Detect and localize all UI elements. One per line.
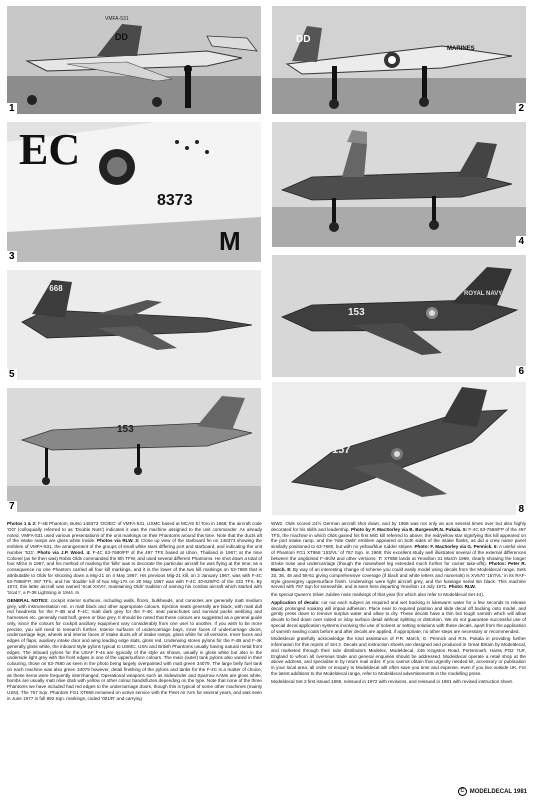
copyright-icon: C: [458, 787, 467, 796]
photo-number: 8: [518, 504, 524, 515]
photo-2: [272, 6, 526, 114]
phantom-photo: [272, 6, 526, 114]
photo-5: [7, 270, 261, 380]
photo-captions-continued: WW2. Olds scored 24½ German aircraft shot down, and by 1968 was not only an ace several times over but also highly decorated for his skills and leadership. Photo by F. MacSorley via B. Burgess/R.N. Pukala. 5: F-4C 63-7668/FP of the 497 TFS, the machine in which Olds gained his first MiG kill referred to above; the red/yellow star signifying this kill appeared on the port intake ramp, and the 'Nite Owls' emblem appeared on both sides of the intake flanks, as did a crew name panel similarly positioned to 63-7680, but with no yellow/blue rudder stripes. Photo: F. MacSorley via G. Pennick. 6: A useful view of Phantom FG1 XT868 '153/VL' of 767 Sqn. in 1969; this excellent study well illustrates several of the external differences between the anglicised F-4K/M and other versions. 7: XT858 lands at Yeovilton 31 March 1969, clearly showing the longer stroke nose and undercarriage (though the nosewheel leg extended much further for carrier take-offs). Photos: Peter R. March. 8: By way of an interesting change of scheme you could easily model using decals from the Modeldecal range. Sets 33, 36, 48 and 58-61 giving comprehensive coverage (if black and white letters and numerals) is XV570 '157/VL' in its RAF-style green/grey uppersurface finish. Underwings were light aircraft grey, and the fuselage serial 8in black. This machine served with 767 Sqn for somewhile, and is seen here departing Yeovilton 14 July 1971. Photo: RLW.: [271, 521, 527, 590]
fuselage-letters: M: [219, 226, 241, 256]
phantom-photo: [7, 6, 261, 114]
photo-number: 6: [518, 366, 524, 377]
general-notes-continued: the special Queen's Silver Jubilee nose markings of that year (for which also refer to Modeldecal Set 44).: [271, 592, 485, 597]
photo-number: 7: [9, 501, 15, 512]
phantom-photo: [272, 122, 526, 247]
photo-number: 5: [9, 369, 15, 380]
aircraft-code: 157: [332, 444, 351, 456]
fin-marking: ROYAL NAVY: [464, 291, 503, 297]
acknowledgements: Modeldecal gratefully acknowledge the kind assistance of P.R. March, G. Pennick and R.N. Pukala in providing further information for this reprint of Set 2. Decals and instruction sheets are designed and produced in Great Britain by Modeldecal, and marketed through their sole distributors Modelex, Modeldecal, 246 Kingston Road, Portsmouth, Hants PO2 7LR, England to whom all overseas trade and general enquiries should be addressed. Modeldecal operate a retail shop at the above address, and specialise in by return mail order. If you cannot obtain that urgently needed kit, accessory or publication in your local area, all order or enquiry to Modeldecal will often save you time and expense, even if you live outside UK. For the latest additions to the Modeldecal range, refer to Modeldecal advertisements in the modelling press.: [271, 636, 526, 676]
footer: [458, 787, 527, 796]
photo-number: 3: [9, 251, 15, 262]
decal-application: Application of decals: cut out each subject as required and wet backing in lukewarm water for a few seconds to release decal; prolonged soaking will impair adhesion. Place near to required position and slide decal off backing onto model, and gently press down to remove surplus water and allow to dry. These decals have a thin but tough varnish which will allow decals to bed down over raised or inlay surface detail without splitting or distortion. We do not guarantee successful use of special decal application systems involving the use of solvent or setting solutions with these decals, apart from the application of varnish sealing coats before and after decals are applied, if appropriate; no other steps are necessary or recommended.: [271, 599, 526, 634]
photo-number: 4: [518, 236, 524, 247]
general-notes: GENERAL NOTES: cockpit interior surfaces, including walls, floors, bulkheads, and consoles are generally matt medium grey, with instrumentation etc. in matt black and other appropriate colours. Ejection seats generally are black, with matt dull red headrests for the F-4B and F-4C; matt dark grey for the F-4K; seat parachutes and survival packs webbing and harnesses etc. generally matt buff, green or blue grey. It should be noted that these colours are suggested as a general guide only, since the colours for cockpit ancillary equipment vary considerably from one user to another. If you wish to be more precise, you will need to research further. Interior surfaces of undercarriage bays, inner faces of undercarriage doors, undercarriage legs, wheels and interior faces of intake ducts aft of intake ramps, gloss white for all versions. Inner faces and edges of flaps, auxiliary intake door and wing leading edge slats, gloss red. Underwing stores pylons for the F-4B and F-4K generally gloss white, the inboard style pylons typical to USMC, USN and British Phantoms usually having natural metal front edges. The inboard pylons for the USAF F-4s are typically of the style as shown, usually in gloss white but also in the underside light grey with the front edges in one of the uppersurface colours. The main (outer) tank pylons also varied in their colouring, those on 63-7680 as seen in the photo being largely overpainted with matt green 34079. The large belly fuel tank on each machine was also green 34079 however, detail finishing of the pylons and tanks for the F-4C is a matter of choice, as these items were frequently interchanged. Operational weapons such as Sidewinder and Sparrow AAMs are gloss white, bombs are usually matt olive drab with yellow or other colour bands/fuzes depending on the type. Note that none of the three Phantoms we have included had red edges to the undercarriage doors, though this is typical of some other machines (mainly USN). The 767 Sqn. Phantom FG1 XT868 remained on active service with the Fleet Air Arm for several years, and was seen in June 1977 in full 892 Sqn. markings, coded '001/R' and carrying: [7, 597, 262, 701]
photo-3: [7, 122, 261, 262]
text-column-right: [271, 521, 526, 686]
photo-1: [7, 6, 261, 114]
photo-4: [272, 122, 526, 247]
tail-code: FP 668: [37, 284, 63, 293]
tail-code: DD: [296, 34, 311, 45]
brand-label: MODELDECAL 1981: [469, 788, 527, 795]
issue-history: Modeldecal Set 2 first issued 1969, reissued in 1972 with revisions, and reissued in 1981 with revised instruction sheet.: [271, 678, 514, 684]
phantom-landing-photo: [7, 388, 261, 512]
photo-8: [272, 382, 526, 515]
tail-code: DD: [115, 32, 128, 42]
phantom-takeoff-photo: [272, 382, 526, 515]
text-column-left: [7, 521, 262, 703]
aircraft-code: 153: [117, 424, 134, 435]
photo-7: [7, 388, 261, 512]
nose-marking: MARINES: [447, 46, 475, 52]
photo-number: 2: [518, 103, 524, 114]
photo-6: [272, 255, 526, 377]
photo-captions: Photos 1 & 2: F-4B Phantom, BuNo 148373 'OO/EC' of VMFA-531, USMC based at MCAS El Toro in 1968; the aircraft code 'OO' (colloquially referred to as 'Double Nuts') indicates it was the machine assigned to the unit commander. As already noted, VMFA-531 used various presentations of the unit markings on their Phantoms around this time. Note that the ducts aft of the intake ramps are gloss white inside. Photos via RLW. 3: Close up view of the starboard fin on 148373 showing the emblem of VMFA-531, the arrangement of the groups of small white stars differing port and starboard, and indicating the unit number '531'. Photo via J.P. Wood. 4: F-4C 63-7680/FP of the 497 TFS based at Ubon, Thailand in 1967; at the time Colonel (as he then was) Robin Olds commanded the 8th TFW, and used several different Phantoms. He shot down a total of four MiGs in 1967, and his method of marking the 'kills' was to decorate the particular aircraft he was flying at the time; as a consequence no one Phantom carried all four kill markings, and it is the lower of the two kill markings on 63-7680 that is attributable to Olds for shooting down a Mig-21 on 4 May 1967. His previous Mig-21 kill, on 2 January 1967, was with F-4C 63-7668/FP, 497 TFS, and his 'double' kill of two Mig-17s on 20 May 1967 was with F-4C 40-829/FG of the 433 TFS. By 1974, this latter aircraft was named 'Scat XXVII', maintaining Olds' tradition of naming his combat aircraft which started with 'Scat I', a P-38 Lightning in 1944. In: [7, 521, 263, 595]
aircraft-code: 153: [348, 307, 365, 318]
tail-letters: EC: [19, 125, 81, 174]
phantom-inflight-photo: [272, 255, 526, 377]
fin-serial: 8373: [157, 192, 193, 209]
photo-number: 1: [9, 103, 15, 114]
unit-marking: VMFA-531: [105, 16, 129, 22]
